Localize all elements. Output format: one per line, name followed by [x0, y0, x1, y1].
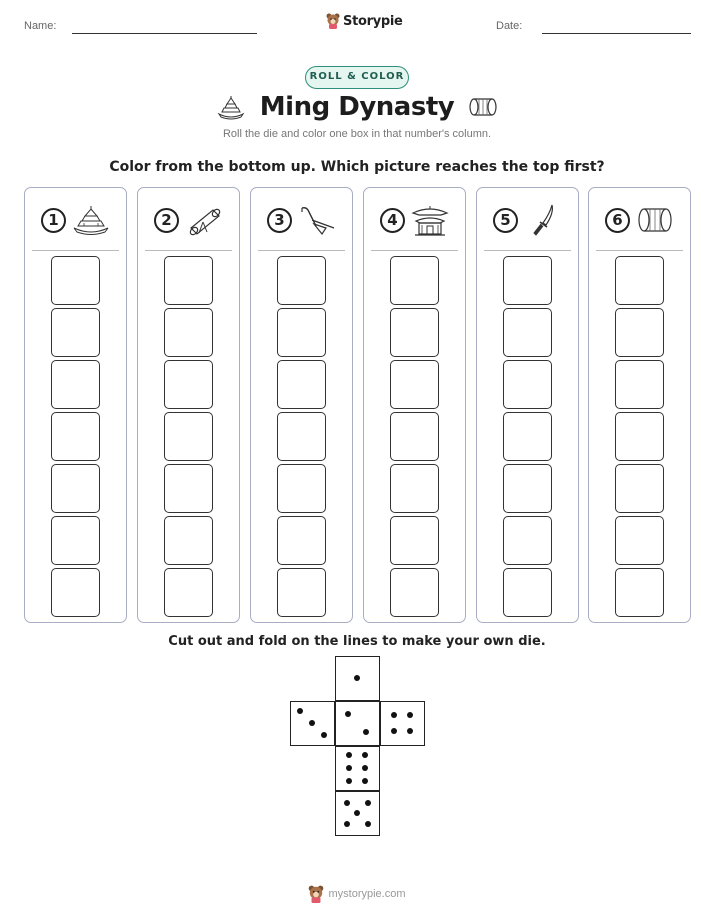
forbidden-city-icon: [72, 204, 110, 236]
color-box[interactable]: [390, 360, 439, 409]
die-pip: [362, 778, 368, 784]
color-box[interactable]: [51, 568, 100, 617]
color-box[interactable]: [51, 464, 100, 513]
column-header: [364, 202, 465, 238]
color-box[interactable]: [277, 568, 326, 617]
color-box[interactable]: [503, 464, 552, 513]
die-net: [290, 656, 425, 836]
storypie-bear-logo-icon: [308, 885, 324, 903]
column-4: [363, 187, 466, 623]
die-pip: [391, 712, 397, 718]
column-header: [25, 202, 126, 238]
color-box[interactable]: [277, 412, 326, 461]
color-box[interactable]: [51, 412, 100, 461]
subtitle: Roll the die and color one box in that number's column.: [222, 128, 492, 140]
die-pip: [362, 752, 368, 758]
cut-instruction: Cut out and fold on the lines to make your own die.: [168, 634, 546, 649]
color-box[interactable]: [615, 412, 664, 461]
die-pip: [346, 778, 352, 784]
column-divider: [484, 250, 571, 251]
column-2: [137, 187, 240, 623]
plow-icon: [298, 204, 336, 236]
column-divider: [32, 250, 119, 251]
column-number: 4: [380, 208, 405, 233]
column-divider: [596, 250, 683, 251]
brand-logo: [326, 13, 403, 29]
column-divider: [145, 250, 232, 251]
color-box[interactable]: [51, 308, 100, 357]
color-box[interactable]: [390, 516, 439, 565]
color-box[interactable]: [51, 360, 100, 409]
die-pip: [363, 729, 369, 735]
column-divider: [371, 250, 458, 251]
color-box[interactable]: [277, 308, 326, 357]
date-line[interactable]: [542, 33, 691, 34]
color-box[interactable]: [51, 516, 100, 565]
color-box[interactable]: [277, 464, 326, 513]
die-face-5: [335, 791, 380, 836]
column-header: [251, 202, 352, 238]
color-box[interactable]: [390, 464, 439, 513]
column-header: [589, 202, 690, 238]
die-pip: [321, 732, 327, 738]
temple-icon: [411, 203, 449, 237]
storypie-bear-logo-icon: [326, 13, 340, 29]
color-box[interactable]: [164, 516, 213, 565]
die-pip: [309, 720, 315, 726]
brand-name: Storypie: [343, 13, 403, 29]
column-header: [477, 202, 578, 238]
scroll-icon: [185, 204, 223, 236]
color-box[interactable]: [503, 360, 552, 409]
die-face-1: [335, 656, 380, 701]
column-number: 6: [605, 208, 630, 233]
color-box[interactable]: [615, 516, 664, 565]
die-face-3: [290, 701, 335, 746]
die-face-4: [380, 701, 425, 746]
die-pip: [354, 675, 360, 681]
die-pip: [362, 765, 368, 771]
color-box[interactable]: [503, 568, 552, 617]
column-header: [138, 202, 239, 238]
roll-color-badge: ROLL & COLOR: [305, 66, 409, 89]
color-box[interactable]: [390, 256, 439, 305]
column-number: 5: [493, 208, 518, 233]
die-pip: [345, 711, 351, 717]
color-box[interactable]: [615, 360, 664, 409]
name-label: Name:: [24, 20, 57, 32]
color-box[interactable]: [51, 256, 100, 305]
color-box[interactable]: [277, 256, 326, 305]
color-box[interactable]: [503, 256, 552, 305]
color-box[interactable]: [164, 412, 213, 461]
color-box[interactable]: [390, 412, 439, 461]
color-box[interactable]: [390, 308, 439, 357]
color-box[interactable]: [277, 360, 326, 409]
color-box[interactable]: [164, 308, 213, 357]
die-pip: [346, 765, 352, 771]
die-pip: [407, 728, 413, 734]
color-box[interactable]: [615, 308, 664, 357]
die-pip: [365, 800, 371, 806]
column-number: 1: [41, 208, 66, 233]
drum-icon: [636, 205, 674, 235]
date-label: Date:: [496, 20, 523, 32]
color-box[interactable]: [503, 308, 552, 357]
footer: [0, 885, 714, 903]
color-box[interactable]: [164, 568, 213, 617]
name-line[interactable]: [72, 33, 257, 34]
color-box[interactable]: [615, 568, 664, 617]
column-divider: [258, 250, 345, 251]
instruction: Color from the bottom up. Which picture reaches the top first?: [109, 159, 605, 175]
die-pip: [346, 752, 352, 758]
die-pip: [407, 712, 413, 718]
column-number: 2: [154, 208, 179, 233]
die-pip: [391, 728, 397, 734]
column-3: [250, 187, 353, 623]
color-box[interactable]: [164, 360, 213, 409]
color-box[interactable]: [503, 516, 552, 565]
die-pip: [344, 800, 350, 806]
title-row: [0, 92, 714, 122]
column-5: [476, 187, 579, 623]
drum-icon: [468, 96, 498, 118]
column-6: [588, 187, 691, 623]
sword-icon: [524, 203, 562, 237]
die-pip: [297, 708, 303, 714]
die-pip: [365, 821, 371, 827]
color-box[interactable]: [164, 464, 213, 513]
color-box[interactable]: [503, 412, 552, 461]
column-number: 3: [267, 208, 292, 233]
die-pip: [354, 810, 360, 816]
forbidden-city-icon: [216, 94, 246, 120]
footer-url: mystorypie.com: [328, 888, 406, 900]
die-pip: [344, 821, 350, 827]
die-face-6: [335, 746, 380, 791]
roll-columns: [24, 187, 691, 623]
column-1: [24, 187, 127, 623]
color-box[interactable]: [615, 256, 664, 305]
color-box[interactable]: [390, 568, 439, 617]
page-title: Ming Dynasty: [259, 92, 455, 122]
color-box[interactable]: [164, 256, 213, 305]
color-box[interactable]: [277, 516, 326, 565]
color-box[interactable]: [615, 464, 664, 513]
die-face-2: [335, 701, 380, 746]
